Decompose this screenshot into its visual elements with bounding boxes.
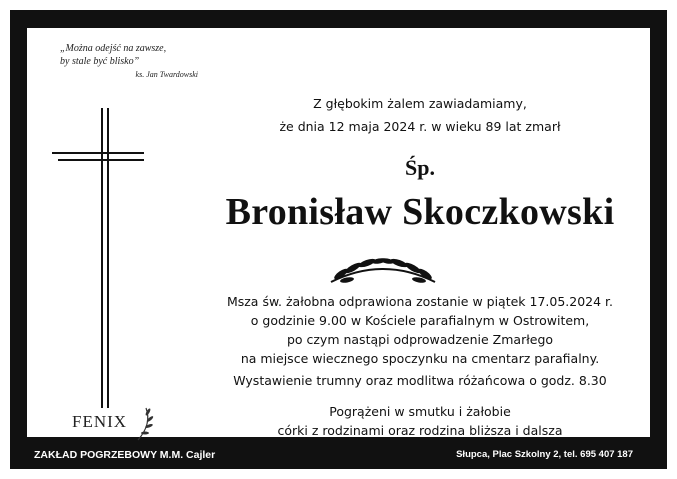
mourners-line-2: córki z rodzinami oraz rodzina bliższa i dalsza [277, 423, 563, 438]
cross-icon [44, 108, 144, 408]
intro-line-2: że dnia 12 maja 2024 r. w wieku 89 lat zmarł [279, 119, 561, 134]
laurel-branch-icon [323, 252, 443, 288]
quote-line-2: by stale być blisko” [60, 56, 140, 67]
mass-line-3: po czym nastąpi odprowadzenie Zmarłego [286, 332, 554, 347]
quote-line-1: „Można odejść na zawsze, [60, 43, 167, 54]
quote-author: ks. Jan Twardowski [135, 70, 198, 79]
footer-company: ZAKŁAD POGRZEBOWY M.M. Cajler [34, 449, 216, 461]
deceased-name: Bronisław Skoczkowski [225, 191, 615, 233]
mourners-line-1: Pogrążeni w smutku i żałobie [329, 404, 511, 419]
mourners [170, 402, 670, 440]
intro-text [170, 92, 670, 138]
mass-line-4: na miejsce wiecznego spoczynku na cmentarz parafialny. [240, 351, 600, 366]
funeral-mass-info [170, 292, 670, 368]
mass-line-1: Msza św. żałobna odprawiona zostanie w piątek 17.05.2024 r. [226, 294, 614, 309]
footer-address: Słupca, Plac Szkolny 2, tel. 695 407 187 [456, 449, 633, 460]
wake-info: Wystawienie trumny oraz modlitwa różańcowa o godz. 8.30 [233, 373, 607, 388]
mass-line-2: o godzinie 9.00 w Kościele parafialnym w Ostrowitem, [250, 313, 590, 328]
quote [60, 42, 210, 81]
logo-text: FENIX [72, 412, 128, 431]
deceased-prefix: Śp. [405, 155, 435, 180]
intro-line-1: Z głębokim żalem zawiadamiamy, [313, 96, 527, 111]
